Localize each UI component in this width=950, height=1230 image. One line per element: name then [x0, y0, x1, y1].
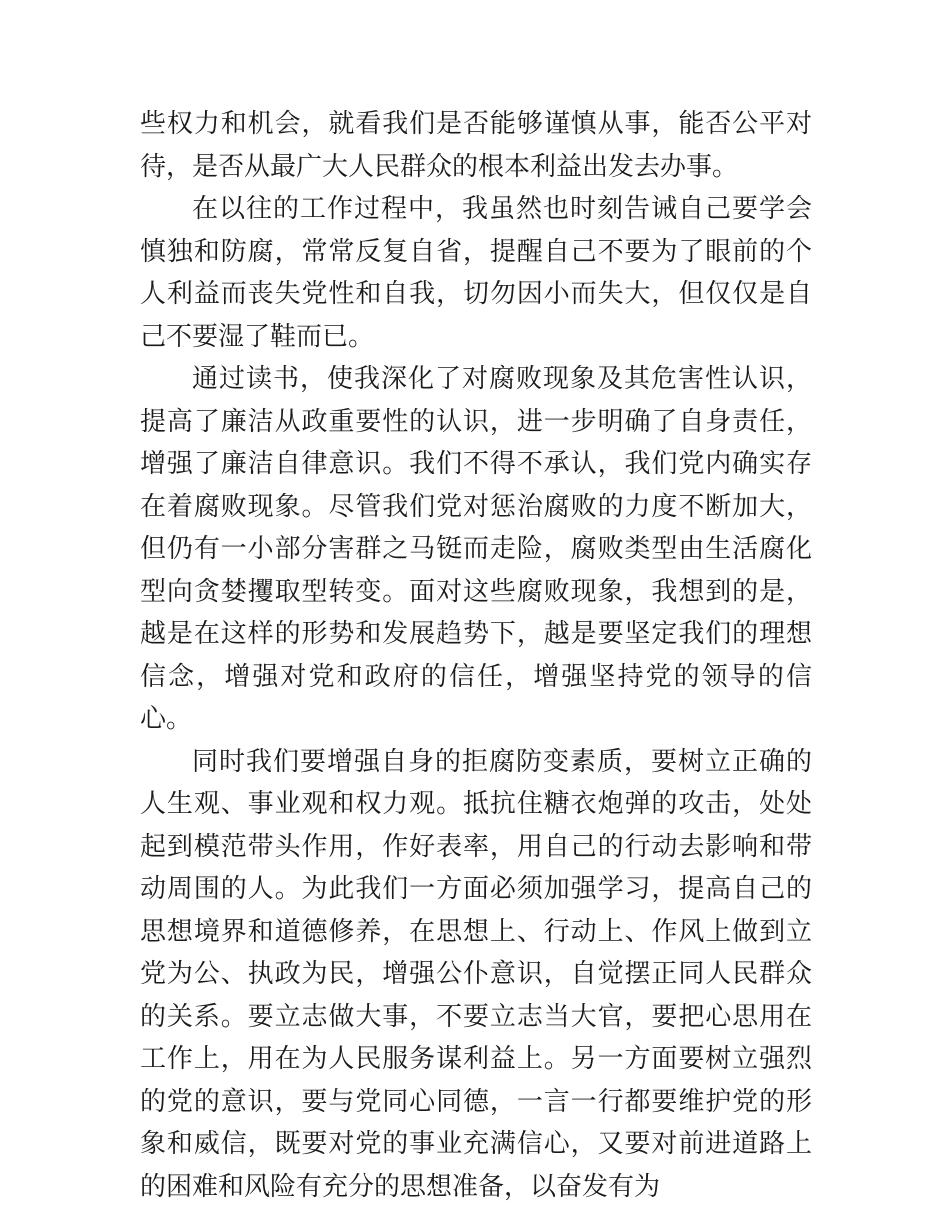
document-body: [140, 103, 812, 1208]
paragraph-4: 同时我们要增强自身的拒腐防变素质，要树立正确的人生观、事业观和权力观。抵抗住糖衣炮弹的攻击，处处起到模范带头作用，作好表率，用自己的行动去影响和带动周围的人。为此我们一方面必须加强学习，提高自己的思想境界和道德修养，在思想上、行动上、作风上做到立党为公、执政为民，增强公仆意识，自觉摆正同人民群众的关系。要立志做大事，不要立志当大官，要把心思用在工作上，用在为人民服务谋利益上。另一方面要树立强烈的党的意识，要与党同心同德，一言一行都要维护党的形象和威信，既要对党的事业充满信心，又要对前进道路上的困难和风险有充分的思想准备，以奋发有为: [140, 746, 812, 1202]
paragraph-1: 些权力和机会，就看我们是否能够谨慎从事，能否公平对待，是否从最广大人民群众的根本利益出发去办事。: [140, 109, 812, 182]
paragraph-2: 在以往的工作过程中，我虽然也时刻告诫自己要学会慎独和防腐，常常反复自省，提醒自己不要为了眼前的个人利益而丧失党性和自我，切勿因小而失大，但仅仅是自己不要湿了鞋而已。: [140, 194, 812, 352]
paragraph-3: 通过读书，使我深化了对腐败现象及其危害性认识，提高了廉洁从政重要性的认识，进一步明确了自身责任，增强了廉洁自律意识。我们不得不承认，我们党内确实存在着腐败现象。尽管我们党对惩治腐败的力度不断加大，但仍有一小部分害群之马铤而走险，腐败类型由生活腐化型向贪婪攫取型转变。面对这些腐败现象，我想到的是，越是在这样的形势和发展趋势下，越是要坚定我们的理想信念，增强对党和政府的信任，增强坚持党的领导的信心。: [140, 364, 812, 734]
